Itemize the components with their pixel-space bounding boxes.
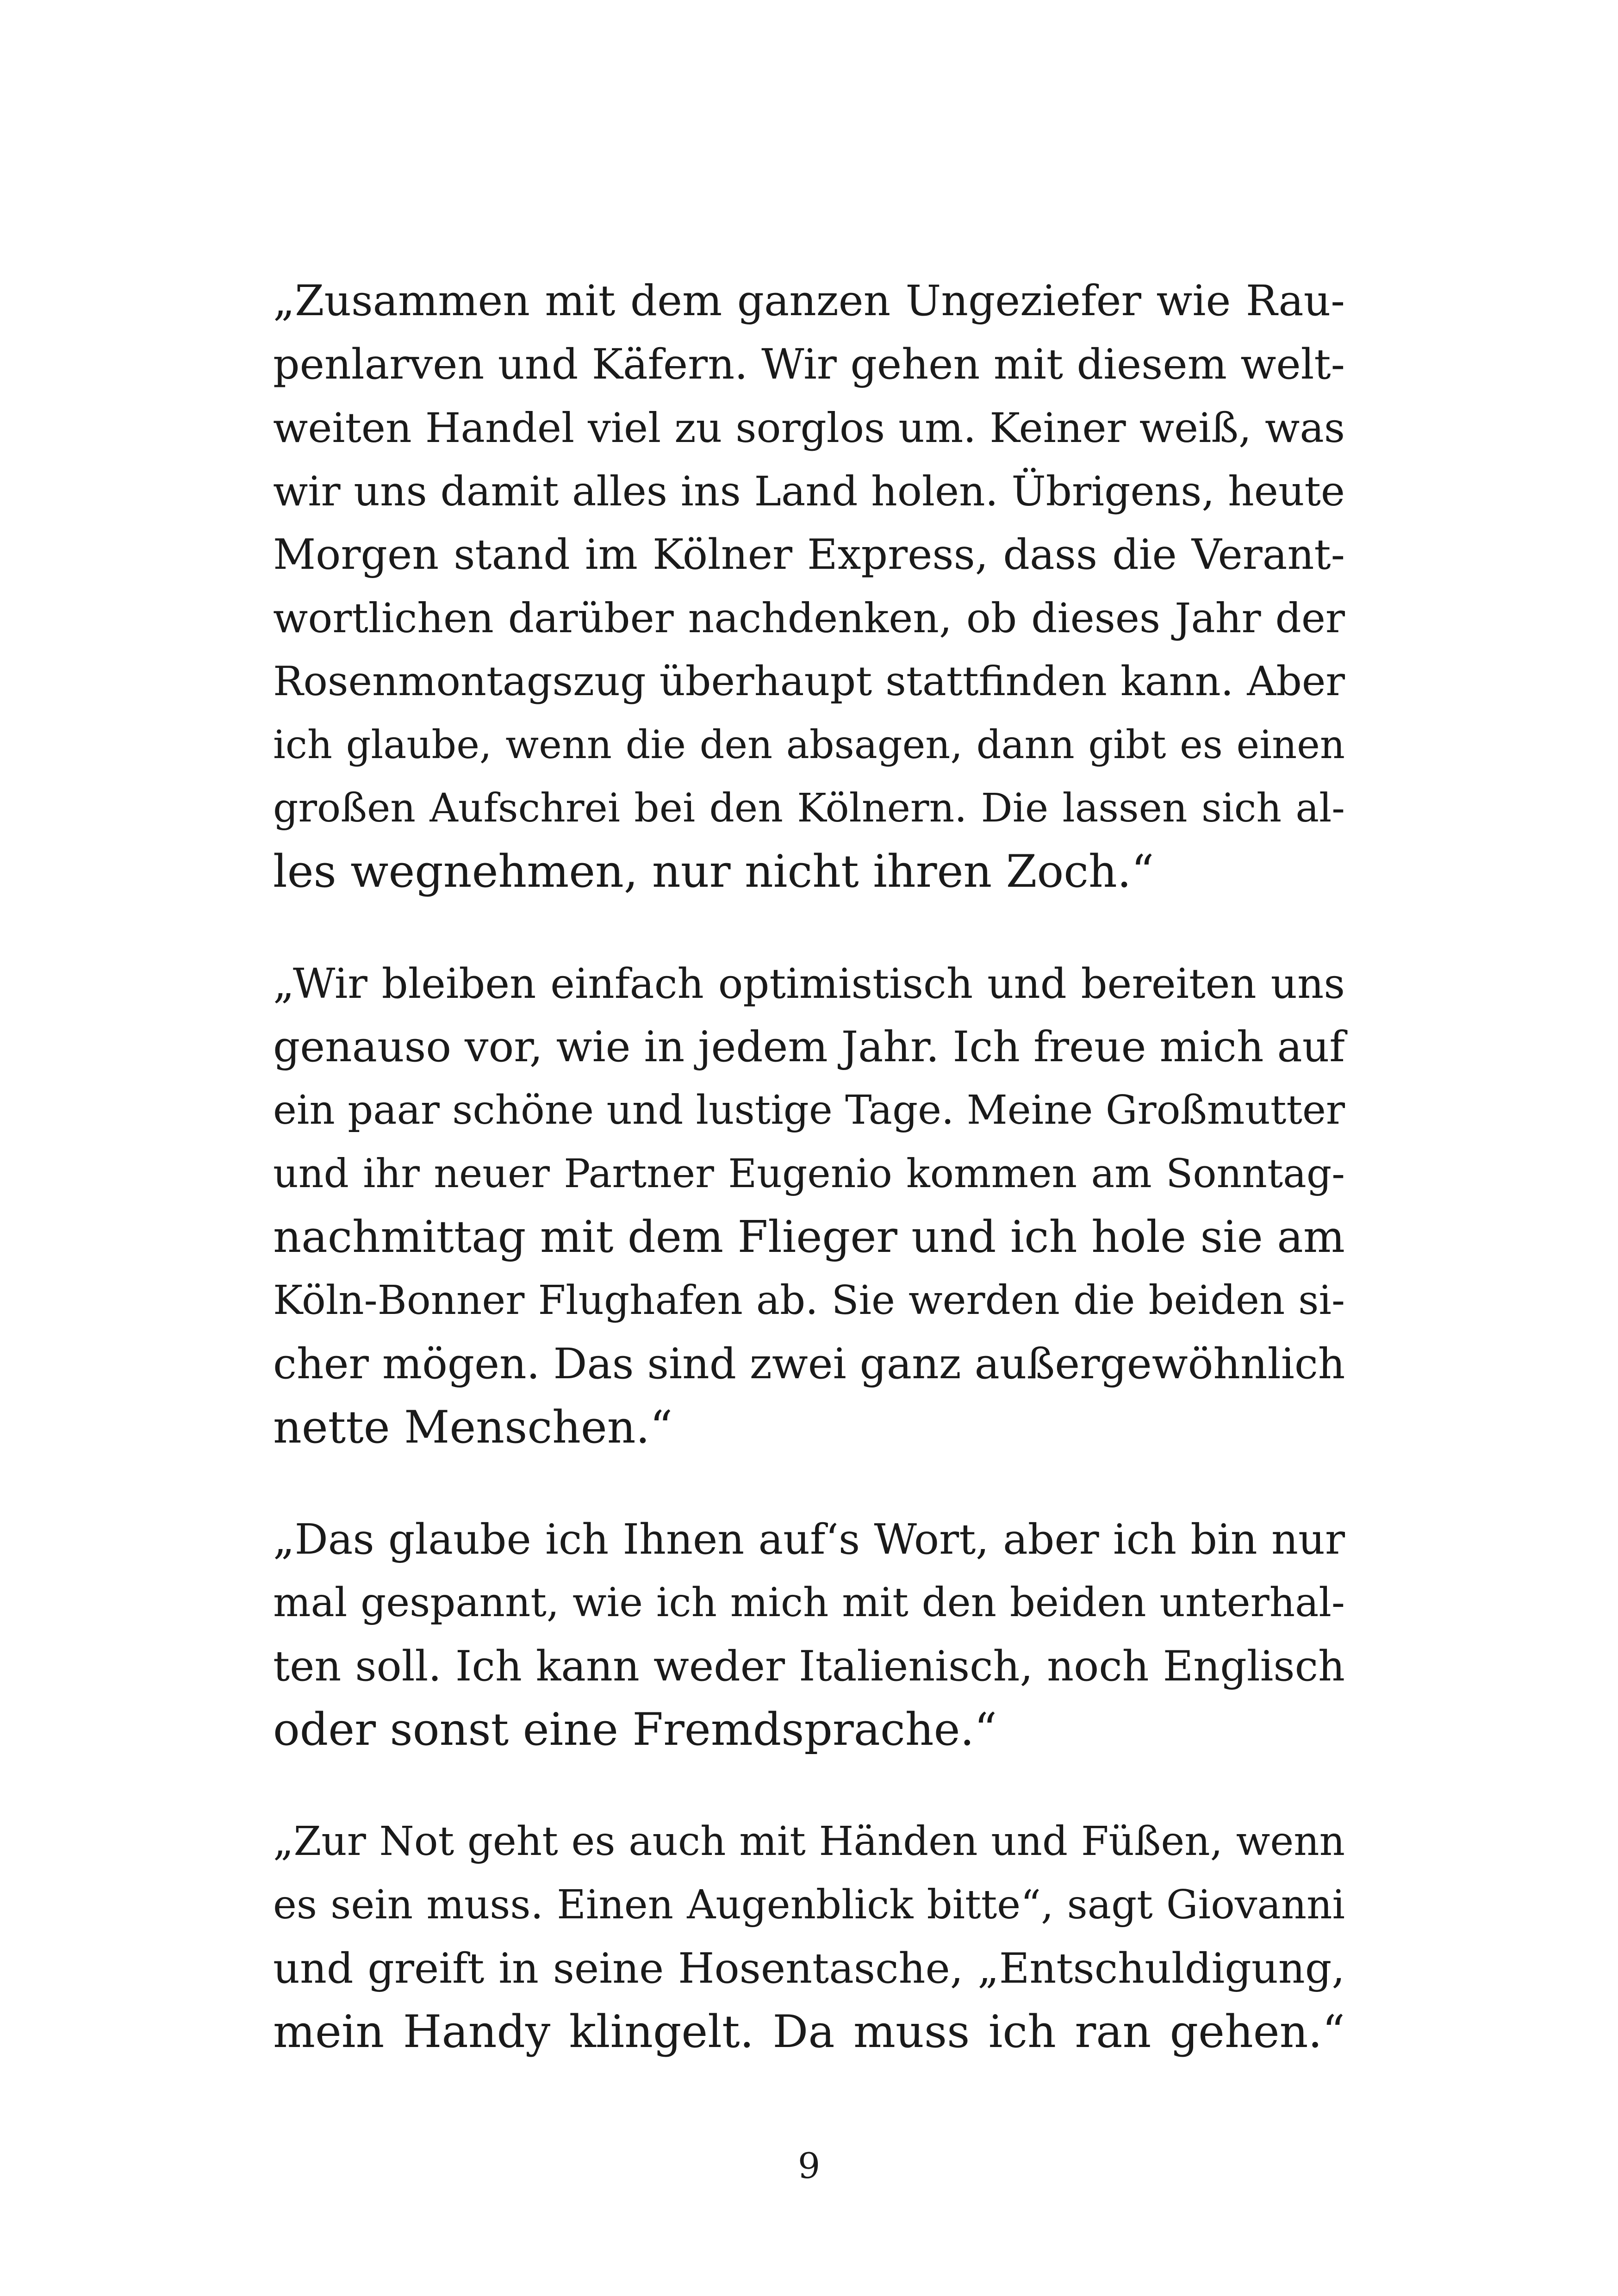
text-line: es sein muss. Einen Augenblick bitte“, sagt Giovanni [273, 1882, 1345, 1928]
text-line: „Zusammen mit dem ganzen Ungeziefer wie Rau- [273, 277, 1345, 325]
text-line: weiten Handel viel zu sorglos um. Keiner weiß, was [273, 404, 1345, 452]
text-line: wortlichen darüber nachdenken, ob dieses Jahr der [273, 594, 1345, 642]
text-line: großen Aufschrei bei den Kölnern. Die lassen sich al- [273, 785, 1345, 831]
text-line: „Zur Not geht es auch mit Händen und Füßen, wenn [273, 1818, 1345, 1865]
text-line: wir uns damit alles ins Land holen. Übrigens, heute [273, 467, 1345, 515]
text-line: les wegnehmen, nur nicht ihren Zoch.“ [273, 846, 1154, 897]
text-line: ein paar schöne und lustige Tage. Meine Großmutter [273, 1087, 1345, 1133]
text-line: und greift in seine Hosentasche, „Entschuldigung, [273, 1944, 1345, 1993]
page-number: 9 [797, 2145, 821, 2186]
text-line: penlarven und Käfern. Wir gehen mit diesem welt- [273, 340, 1345, 389]
paragraph-1 [273, 269, 1345, 903]
text-line: Morgen stand im Kölner Express, dass die Verant- [273, 530, 1345, 579]
text-line: cher mögen. Das sind zwei ganz außergewöhnlich [273, 1340, 1345, 1388]
text-line: genauso vor, wie in jedem Jahr. Ich freue mich auf [273, 1023, 1345, 1071]
paragraph-4 [273, 1810, 1345, 2064]
text-line: „Das glaube ich Ihnen auf‘s Wort, aber ich bin nur [273, 1515, 1345, 1564]
paragraph-3 [273, 1508, 1345, 1761]
text-line: „Wir bleiben einfach optimistisch und bereiten uns [273, 959, 1345, 1008]
text-line: Rosenmontagszug überhaupt stattfinden kann. Aber [273, 658, 1345, 705]
text-line: nette Menschen.“ [273, 1401, 673, 1453]
text-line: nachmittag mit dem Flieger und ich hole sie am [273, 1212, 1345, 1263]
text-line: ich glaube, wenn die den absagen, dann gibt es einen [273, 722, 1345, 767]
text-line: mal gespannt, wie ich mich mit den beiden unterhal- [273, 1580, 1345, 1626]
text-line: Köln-Bonner Flughafen ab. Sie werden die beiden si- [273, 1277, 1345, 1324]
text-line: mein Handy klingelt. Da muss ich ran gehen.“ [273, 2006, 1345, 2058]
text-line: ten soll. Ich kann weder Italienisch, noch Englisch [273, 1642, 1345, 1691]
text-line: und ihr neuer Partner Eugenio kommen am Sonntag- [273, 1151, 1345, 1197]
body-text [273, 269, 1345, 2112]
text-line: oder sonst eine Fremdsprache.“ [273, 1704, 997, 1755]
paragraph-2 [273, 952, 1345, 1459]
